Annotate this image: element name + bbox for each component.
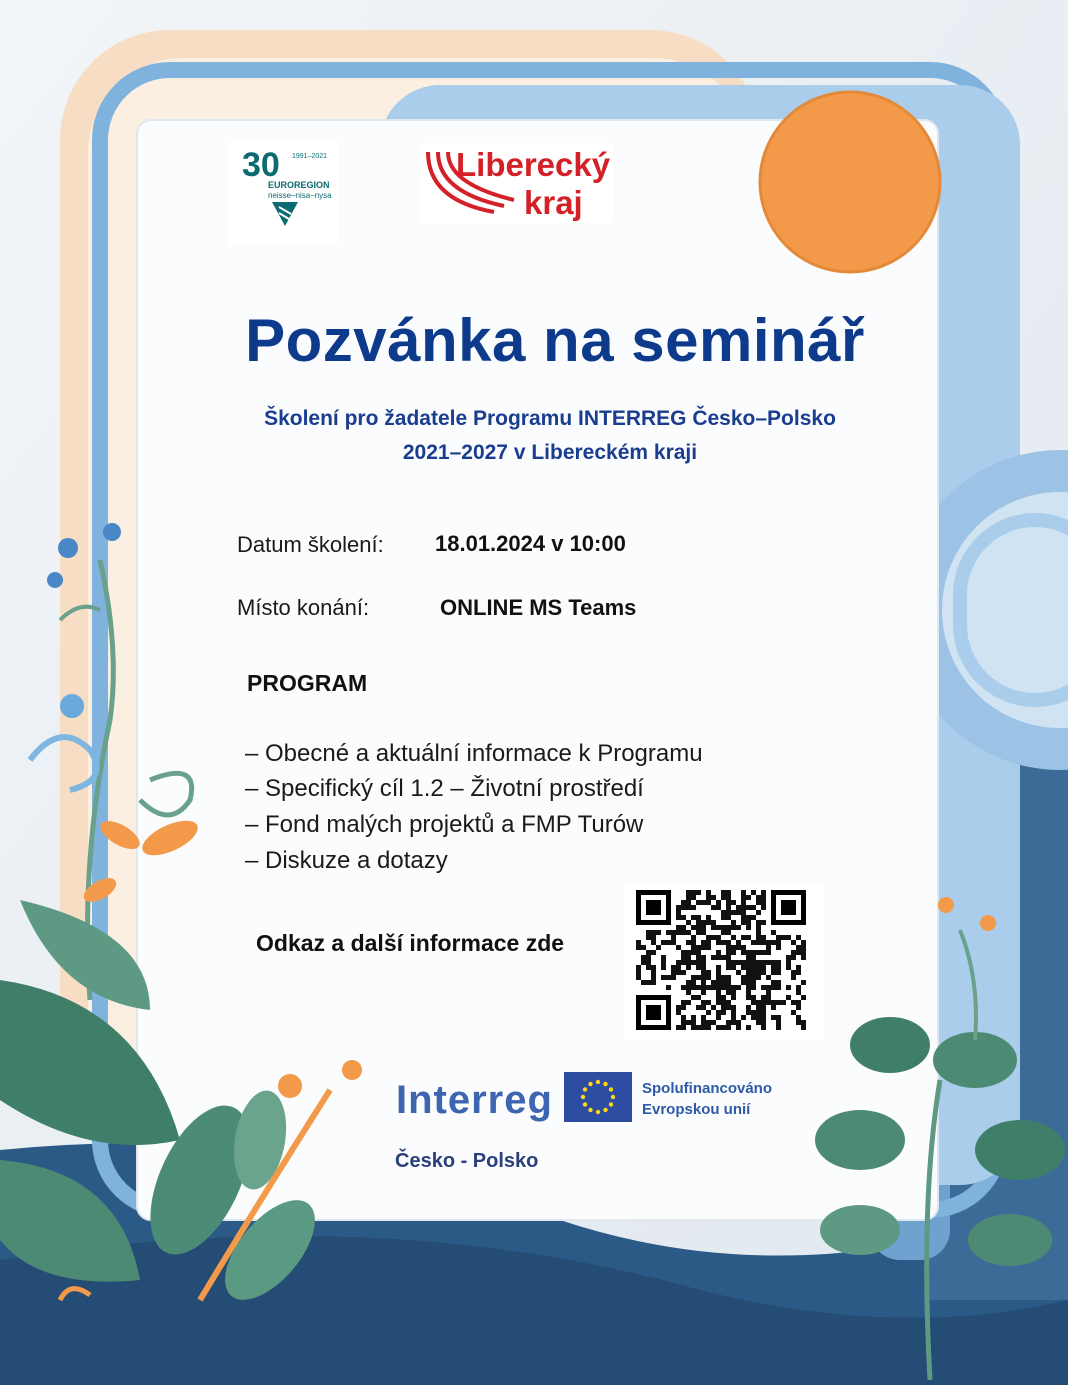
euroregion-number: 30 xyxy=(242,146,280,184)
program-heading: PROGRAM xyxy=(247,670,368,696)
place-value: ONLINE MS Teams xyxy=(440,595,637,620)
page-title: Pozvánka na seminář xyxy=(245,307,865,374)
program-item: – Specifický cíl 1.2 – Životní prostředí xyxy=(245,775,644,802)
program-item: – Fond malých projektů a FMP Turów xyxy=(245,811,644,838)
page-subtitle xyxy=(200,402,900,470)
eu-line1: Spolufinancováno xyxy=(642,1080,773,1097)
more-info-link-text[interactable]: Odkaz a další informace zde xyxy=(256,930,565,956)
subtitle-line1: Školení pro žadatele Programu INTERREG Česko–Polsko xyxy=(264,407,836,430)
euroregion-years: 1991–2021 xyxy=(292,153,328,160)
date-value: 18.01.2024 v 10:00 xyxy=(435,531,626,556)
liberecky-kraj-line1: Liberecký xyxy=(456,146,611,183)
subtitle-line2: 2021–2027 v Libereckém kraji xyxy=(402,441,698,464)
qr-code-icon[interactable] xyxy=(624,882,823,1040)
eu-flag-icon xyxy=(564,1072,632,1122)
eu-cofinanced-text xyxy=(642,1078,772,1120)
program-item: – Diskuze a dotazy xyxy=(245,847,448,874)
date-label: Datum školení: xyxy=(237,532,384,557)
euroregion-subtitle: neisse–nisa–nysa xyxy=(268,191,332,200)
interreg-logo: Interreg xyxy=(396,1078,553,1122)
program-item: – Obecné a aktuální informace k Programu xyxy=(245,740,703,767)
liberecky-kraj-line2: kraj xyxy=(524,184,583,221)
euroregion-name: EUROREGION xyxy=(268,180,330,190)
euroregion-emblem-icon xyxy=(270,200,300,228)
interreg-region: Česko - Polsko xyxy=(395,1150,539,1172)
eu-line2: Evropskou unií xyxy=(642,1101,751,1118)
place-label: Místo konání: xyxy=(237,595,370,620)
